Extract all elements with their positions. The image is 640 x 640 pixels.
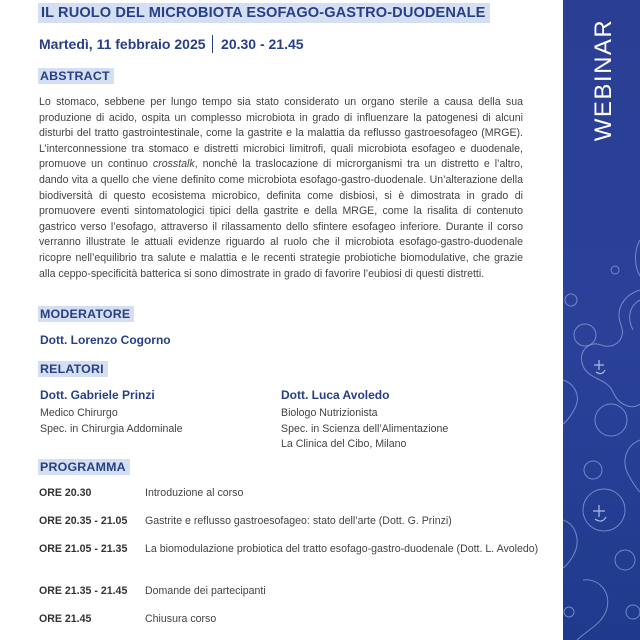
speaker-role: Biologo Nutrizionista xyxy=(281,407,378,419)
speaker-card xyxy=(40,387,183,437)
abstract-italic-term: crosstalk xyxy=(152,158,195,171)
page-title: IL RUOLO DEL MICROBIOTA ESOFAGO-GASTRO-DUODENALE xyxy=(38,3,490,23)
program-description: Introduzione al corso xyxy=(145,487,244,499)
speaker-specialization: Spec. in Chirurgia Addominale xyxy=(40,422,183,435)
program-description: Chiusura corso xyxy=(145,613,217,625)
speaker-name: Dott. Luca Avoledo xyxy=(281,388,390,402)
program-description: Domande dei partecipanti xyxy=(145,585,266,597)
program-time: ORE 20.35 - 21.05 xyxy=(39,515,128,527)
program-time: ORE 20.30 xyxy=(39,487,92,499)
speakers-heading: RELATORI xyxy=(38,361,108,377)
event-time: 20.30 - 21.45 xyxy=(221,36,304,52)
speaker-card xyxy=(281,387,448,453)
program-description: La biomodulazione probiotica del tratto esofago-gastro-duodenale (Dott. L. Avoledo) xyxy=(145,543,539,555)
webinar-label: WEBINAR xyxy=(590,18,617,142)
abstract-heading: ABSTRACT xyxy=(38,68,114,84)
program-heading: PROGRAMMA xyxy=(38,459,130,475)
date-time-separator xyxy=(212,35,214,53)
speaker-name: Dott. Gabriele Prinzi xyxy=(40,388,155,402)
program-description: Gastrite e reflusso gastroesofageo: stato dell’arte (Dott. G. Prinzi) xyxy=(145,515,452,527)
moderator-heading: MODERATORE xyxy=(38,306,134,322)
moderator-name: Dott. Lorenzo Cogorno xyxy=(40,333,171,347)
speaker-affiliation: La Clinica del Cibo, Milano xyxy=(281,438,407,451)
program-time: ORE 21.05 - 21.35 xyxy=(39,543,128,555)
abstract-text xyxy=(39,95,523,282)
event-date: Martedì, 11 febbraio 2025 xyxy=(39,36,206,52)
speaker-role: Medico Chirurgo xyxy=(40,407,118,419)
abstract-paragraph xyxy=(39,95,523,282)
abstract-text-part-2: , nonchè la traslocazione di microrganismi tra un distretto e l’altro, dando vita a quello che viene definito come microbiota esofago-gastro-duodenale. Un’alterazione della biodiversità di questo ecosistema microbico, definita come disbiosi, si è dimostrata in grado di promuovere eventi sintomatologici tipici della gastrite e della MRGE, come la risalita di contenuto gastrico verso l’esofago, attraverso il rilassamento dello sfintere esofageo inferiore. Durante il corso verranno illustrate le attuali evidenze riguardo al ruolo che il microbiota esofago-gastro-duodenale ricopre nell’equilibrio tra salute e malattia e le recenti strategie probiotiche biomodulative, che grazie alla ceppo-specificità batterica si sono dimostrate in grado di favorire l’eubiosi di questi distretti. xyxy=(39,158,523,280)
program-time: ORE 21.35 - 21.45 xyxy=(39,585,128,597)
abstract-text-part-1: Lo stomaco, sebbene per lungo tempo sia stato considerato un organo sterile a causa della sua produzione di acido, ospita un complesso microbiota in grado di influenzare la patogenesi di alcuni disturbi del tratto gastrointestinale, come la gastrite e la malattia da reflusso gastroesofageo (MRGE). L’interconnessione tra stomaco e distretti microbici limitrofi, quali microbiota esofageo e duodenale, promuove un continuo xyxy=(39,96,523,171)
event-date-time xyxy=(39,35,304,53)
speaker-specialization: Spec. in Scienza dell’Alimentazione xyxy=(281,422,449,435)
program-time: ORE 21.45 xyxy=(39,613,92,625)
